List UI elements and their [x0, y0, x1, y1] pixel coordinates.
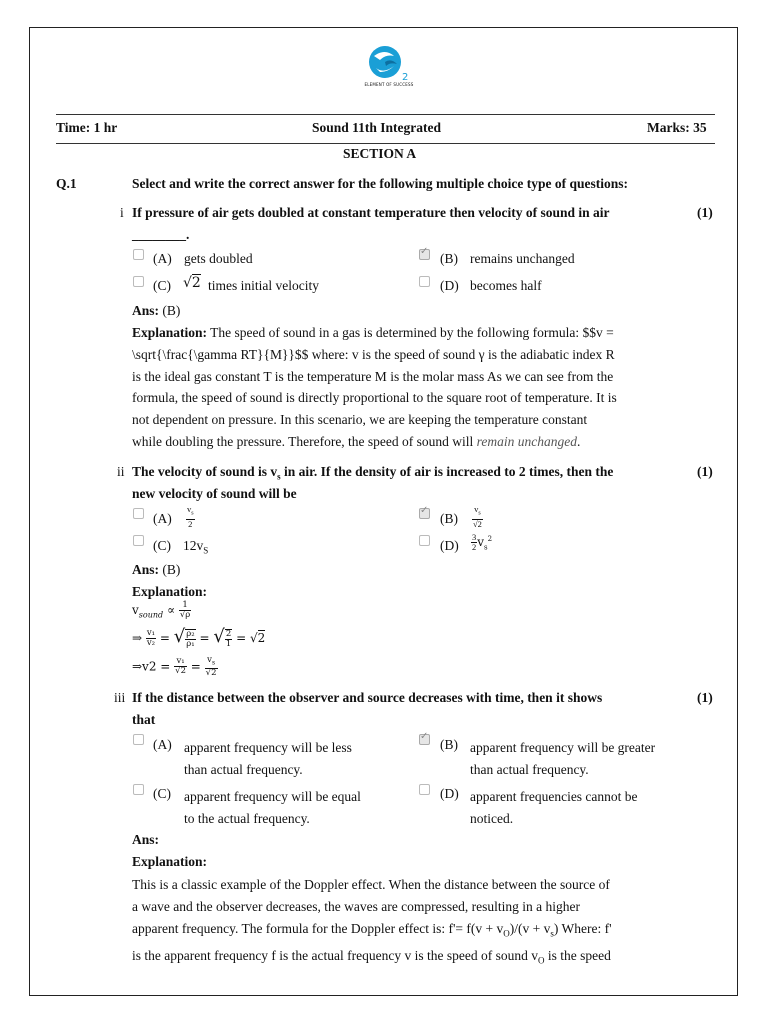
explanation-label: Explanation:	[132, 584, 208, 599]
option-b-label: (B)	[440, 737, 458, 752]
option-a-text: gets doubled	[184, 251, 253, 266]
subquestion-text-line2: that	[132, 712, 156, 727]
subquestion-text: If pressure of air gets doubled at constant temperature then velocity of sound in air	[132, 205, 610, 220]
option-d-checkbox[interactable]	[419, 784, 430, 795]
explanation-paragraph: This is a classic example of the Doppler effect. When the distance between the source of a wave and the observer decreases, the waves are compressed, resulting in a higher apparent frequency. The formula for the Doppler effect is: $f'= f(v + v_O)/(v + v_s)$ Where: f' is the apparent frequency f is the actual frequency v is the speed of sound $v_O$ is the speed	[132, 877, 612, 966]
option-c-text: apparent frequency will be equal to the actual frequency.	[184, 789, 361, 826]
option-b-formula: $\frac{v_s}{√2}$	[473, 504, 482, 529]
option-d-label: (D)	[440, 278, 459, 293]
subquestion-blank: ________.	[132, 227, 190, 242]
header-top-rule	[56, 114, 715, 115]
option-d-checkbox[interactable]	[419, 535, 430, 546]
option-a-label: (A)	[153, 511, 172, 526]
header-bottom-rule	[56, 143, 715, 144]
option-c-label: (C)	[153, 786, 171, 801]
subquestion-marks: (1)	[697, 464, 713, 479]
explanation-label: Explanation:	[132, 854, 208, 869]
question-instruction: Select and write the correct answer for the following multiple choice type of questions:	[132, 176, 629, 191]
option-b-text: apparent frequency will be greater than actual frequency.	[470, 740, 656, 777]
option-a-formula: $\frac{v_s}{2}$	[187, 504, 194, 529]
explanation-paragraph: Explanation: The speed of sound in a gas is determined by the following formula: $$v = \sqrt{\frac{\gamma RT}{M}}$$ where: v is the speed of sound γ is the adiabatic index R is the ideal gas constant T is the temperature M is the molar mass As we can see from the formula, the speed of sound is directly proportional to the square root of temperature. It is not dependent on pressure. In this scenario, we are keeping the temperature constant while doubling the pressure. Therefore, the speed of sound will remain unchanged.	[132, 325, 617, 449]
option-c-text: $12v_S$	[183, 538, 209, 556]
marks-label: Marks: 35	[647, 120, 707, 135]
option-b-text: remains unchanged	[470, 251, 575, 266]
option-d-formula: $\frac{3}{2}$ $v_s^2$	[472, 532, 493, 552]
option-b-checkbox[interactable]	[419, 249, 430, 260]
option-d-text: apparent frequencies cannot be noticed.	[470, 789, 638, 826]
option-c-label: (C)	[153, 278, 171, 293]
subquestion-number: ii	[117, 464, 125, 479]
option-c-checkbox[interactable]	[133, 276, 144, 287]
option-c-text: times initial velocity	[208, 278, 319, 293]
option-c-checkbox[interactable]	[133, 784, 144, 795]
option-b-checkbox[interactable]	[419, 734, 430, 745]
subquestion-text: If the distance between the observer and source decreases with time, then it shows	[132, 690, 603, 705]
answer-line: Ans:	[132, 832, 160, 847]
time-label: Time: 1 hr	[56, 120, 118, 135]
option-d-label: (D)	[440, 786, 459, 801]
option-b-checkbox[interactable]	[419, 508, 430, 519]
option-c-label: (C)	[153, 538, 171, 553]
svg-text:2: 2	[402, 72, 409, 83]
option-d-checkbox[interactable]	[419, 276, 430, 287]
option-b-label: (B)	[440, 511, 458, 526]
subquestion-number: iii	[114, 690, 126, 705]
section-title: SECTION A	[343, 146, 417, 161]
sqrt-two: √2	[183, 275, 201, 291]
formula-line-2: ⇒ $\frac{\text{v₁}}{\text{v₂}}$ = √ $\frac{\text{ρ₂}}{\text{ρ₁}}$ = √ $\frac{2}{1}$ = √2	[132, 626, 266, 649]
option-a-checkbox[interactable]	[133, 734, 144, 745]
option-d-label: (D)	[440, 538, 459, 553]
paper-title: Sound 11th Integrated	[312, 120, 442, 135]
option-d-text: becomes half	[470, 278, 542, 293]
option-c-checkbox[interactable]	[133, 535, 144, 546]
option-a-label: (A)	[153, 251, 172, 266]
logo-tagline: ELEMENT OF SUCCESS	[364, 82, 414, 87]
subquestion-marks: (1)	[697, 690, 713, 705]
answer-line: Ans: (B)	[132, 562, 181, 577]
formula-line-1: $v_{sound}$ ∝ $\frac{1}{√\rho}$	[132, 600, 191, 620]
formula-line-3: ⇒v2 = $\frac{\text{v₁}}{√2}$ = $\frac{v_s}{√2}$	[132, 655, 217, 678]
option-a-checkbox[interactable]	[133, 508, 144, 519]
subquestion-number: i	[120, 205, 124, 220]
answer-line: Ans: (B)	[132, 303, 181, 318]
question-number: Q.1	[56, 176, 77, 191]
brand-logo	[364, 44, 414, 92]
option-a-label: (A)	[153, 737, 172, 752]
subquestion-marks: (1)	[697, 205, 713, 220]
subquestion-text-line2: new velocity of sound will be	[132, 486, 297, 501]
option-a-checkbox[interactable]	[133, 249, 144, 260]
option-b-label: (B)	[440, 251, 458, 266]
subquestion-text: The velocity of sound is $v_s$ in air. If the density of air is increased to 2 times, then the	[132, 464, 614, 482]
option-a-text: apparent frequency will be less than actual frequency.	[184, 740, 352, 777]
